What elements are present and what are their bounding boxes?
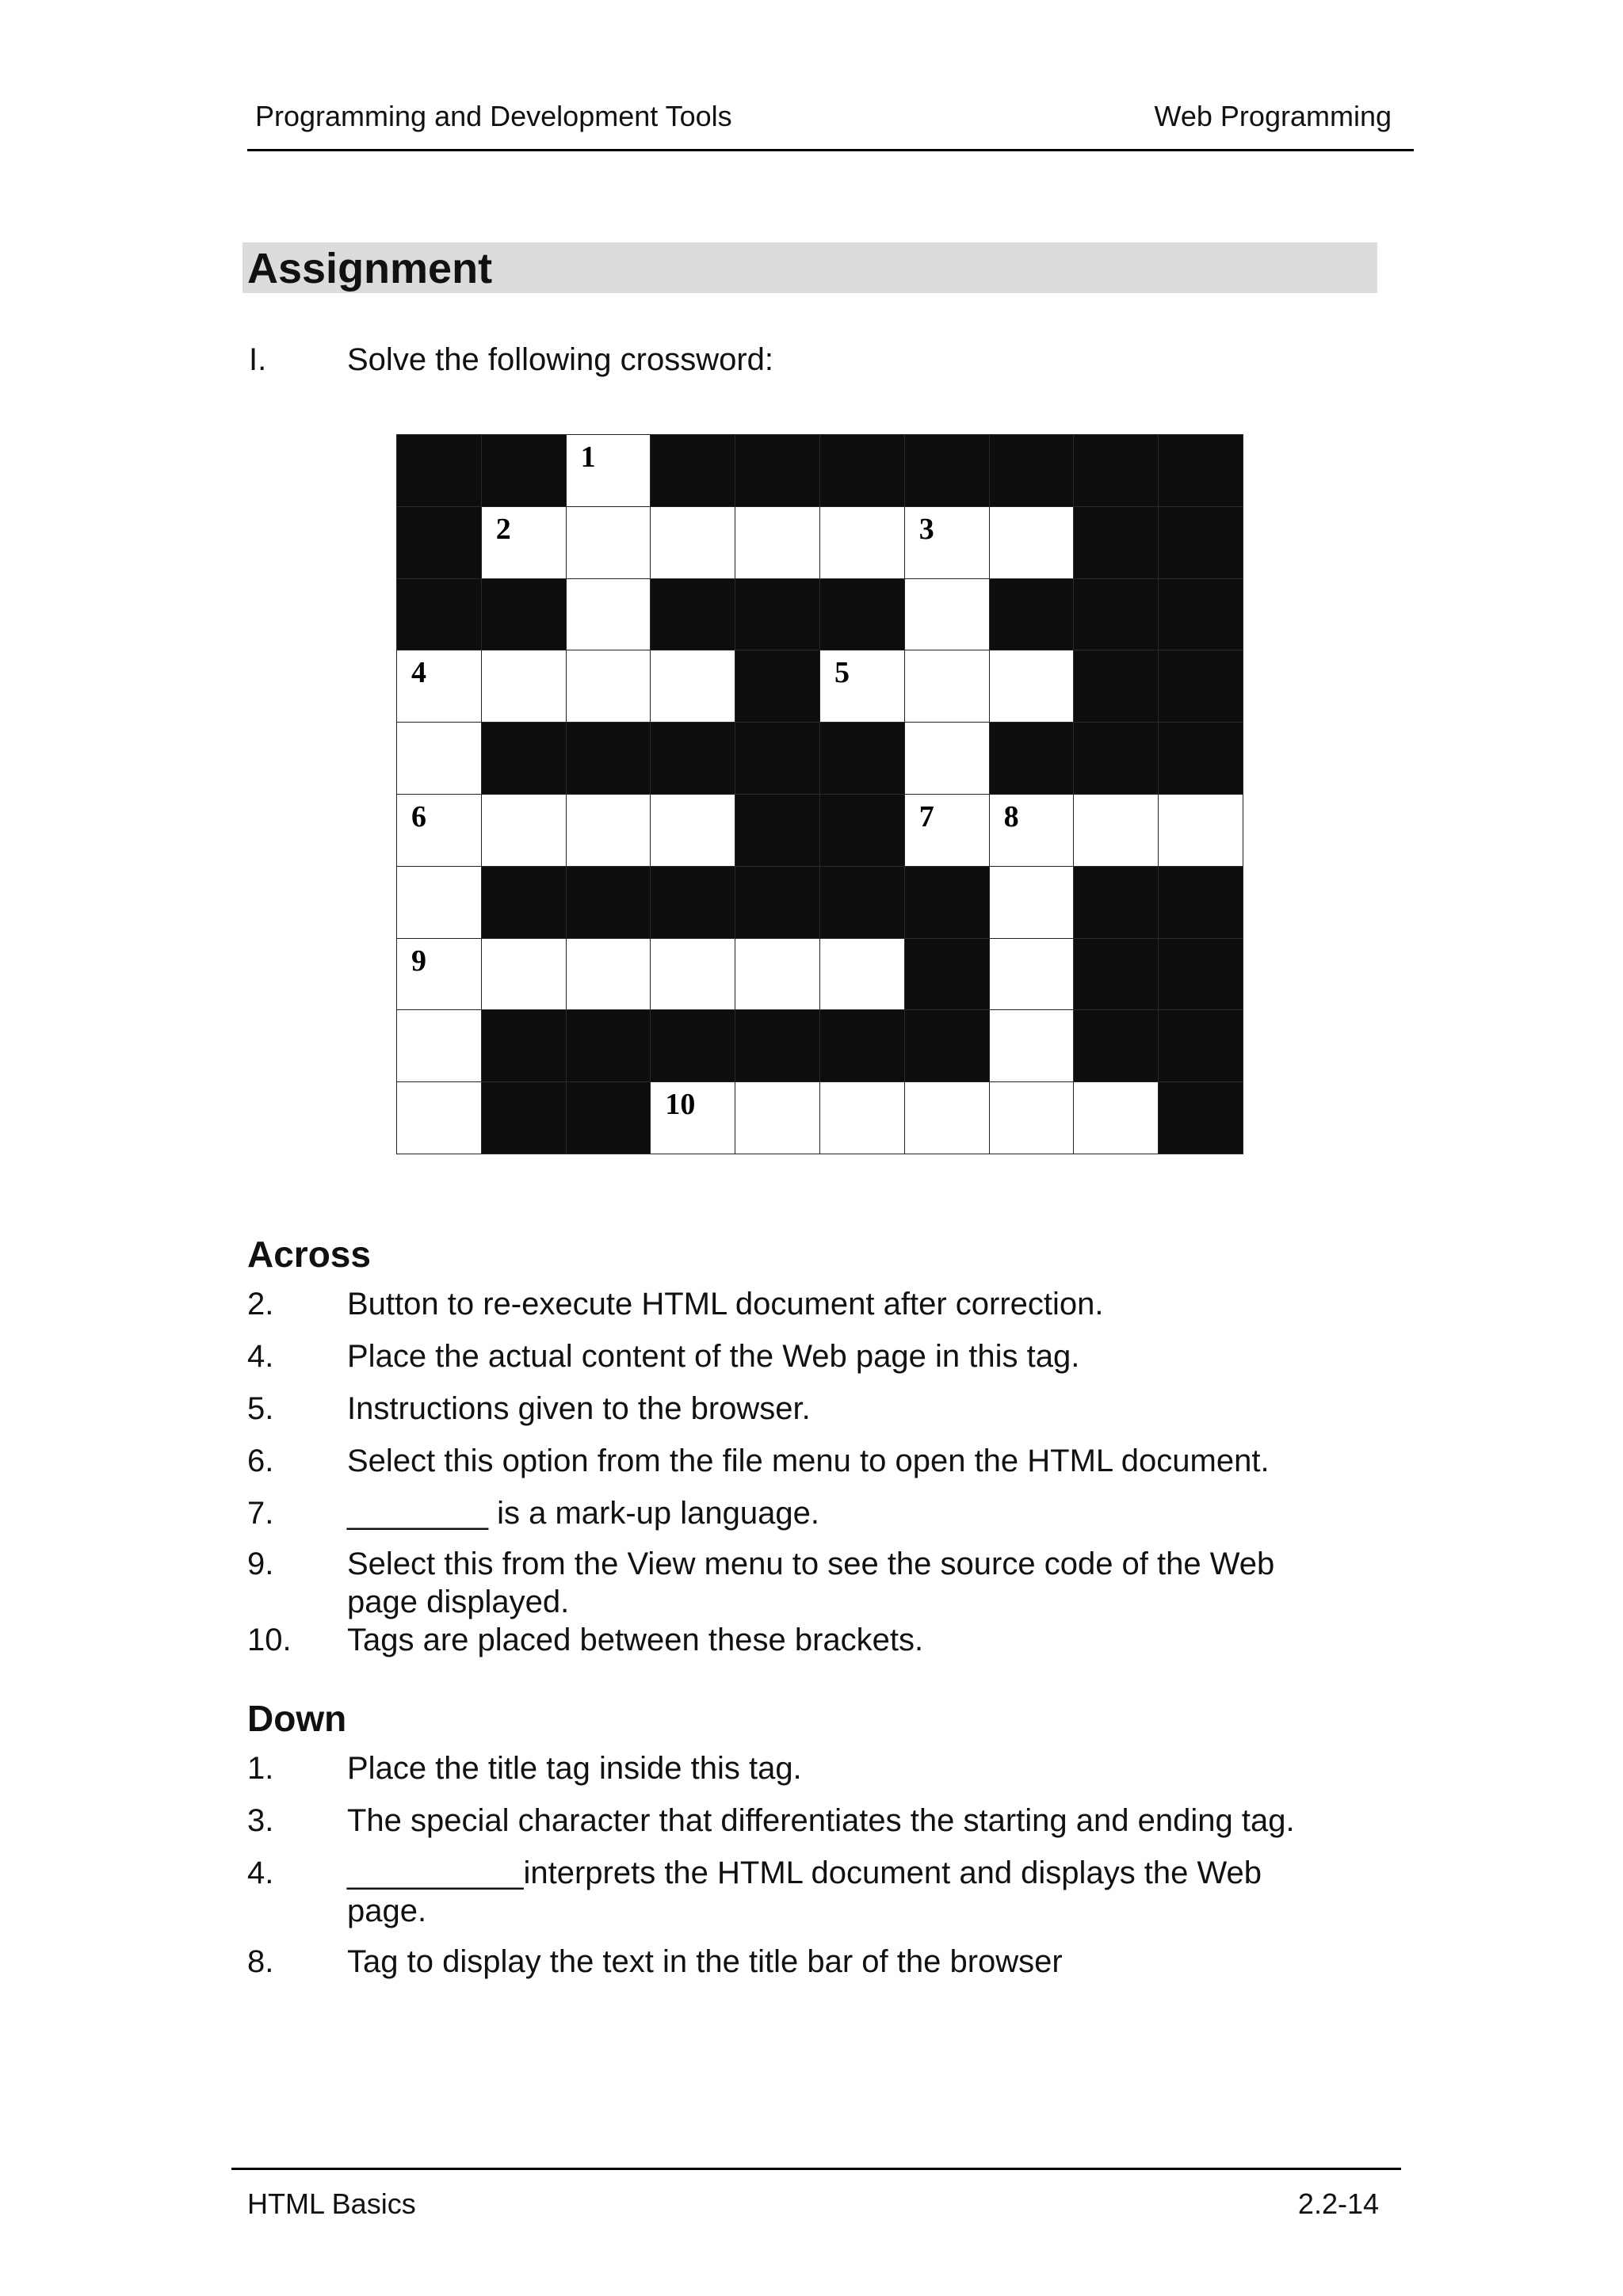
crossword-block-cell	[1073, 722, 1159, 795]
crossword-block-cell	[650, 722, 735, 795]
crossword-block-cell	[989, 722, 1075, 795]
crossword-cell[interactable]	[566, 434, 651, 507]
footer-page-number: 2.2-14	[1297, 2187, 1379, 2220]
crossword-block-cell	[735, 650, 820, 723]
clue-number: 4.	[247, 1339, 274, 1374]
crossword-cell[interactable]	[396, 866, 482, 939]
crossword-cell[interactable]	[819, 650, 905, 723]
crossword-cell[interactable]	[904, 794, 990, 867]
clue-number-label: 10	[665, 1088, 696, 1122]
crossword-block-cell	[1073, 578, 1159, 651]
clue-number-label: 2	[495, 512, 511, 546]
crossword-cell[interactable]	[819, 506, 905, 579]
crossword-cell[interactable]	[989, 650, 1075, 723]
crossword-block-cell	[1158, 866, 1243, 939]
crossword-block-cell	[481, 1081, 567, 1154]
clue-text: Select this option from the file menu to open the HTML document.	[347, 1444, 1270, 1478]
crossword-block-cell	[819, 434, 905, 507]
crossword-block-cell	[735, 866, 820, 939]
crossword-block-cell	[396, 434, 482, 507]
clue-number-label: 7	[918, 800, 934, 833]
question-number: I.	[249, 342, 267, 377]
crossword-block-cell	[1073, 650, 1159, 723]
crossword-block-cell	[904, 866, 990, 939]
page-footer	[231, 2168, 1401, 2220]
crossword-cell[interactable]	[989, 794, 1075, 867]
clue-number: 7.	[247, 1496, 274, 1531]
crossword-block-cell	[396, 506, 482, 579]
crossword-block-cell	[989, 578, 1075, 651]
crossword-cell[interactable]	[566, 650, 651, 723]
question-text: Solve the following crossword:	[347, 342, 774, 377]
crossword-cell[interactable]	[566, 794, 651, 867]
clue-number-label: 3	[918, 512, 934, 546]
crossword-block-cell	[819, 722, 905, 795]
crossword-block-cell	[989, 434, 1075, 507]
crossword-cell[interactable]	[650, 794, 735, 867]
crossword-cell[interactable]	[650, 938, 735, 1011]
crossword-cell[interactable]	[650, 1081, 735, 1154]
crossword-block-cell	[481, 1009, 567, 1082]
crossword-cell[interactable]	[481, 794, 567, 867]
crossword-cell[interactable]	[989, 1081, 1075, 1154]
crossword-cell[interactable]	[481, 650, 567, 723]
crossword-cell[interactable]	[735, 938, 820, 1011]
clue-number: 5.	[247, 1391, 274, 1426]
header-course-title: Programming and Development Tools	[255, 100, 732, 132]
crossword-cell[interactable]	[566, 578, 651, 651]
crossword-block-cell	[904, 1009, 990, 1082]
crossword-grid	[396, 434, 1243, 1154]
crossword-cell[interactable]	[989, 506, 1075, 579]
header-module-title: Web Programming	[1154, 100, 1392, 132]
crossword-block-cell	[1158, 1009, 1243, 1082]
crossword-block-cell	[735, 722, 820, 795]
crossword-block-cell	[1073, 1009, 1159, 1082]
crossword-cell[interactable]	[904, 506, 990, 579]
crossword-block-cell	[819, 866, 905, 939]
clue-number: 2.	[247, 1287, 274, 1322]
clue-text: Instructions given to the browser.	[347, 1391, 811, 1426]
clue-text: Place the actual content of the Web page in this tag.	[347, 1339, 1080, 1374]
crossword-cell[interactable]	[481, 938, 567, 1011]
crossword-block-cell	[650, 434, 735, 507]
crossword-cell[interactable]	[396, 650, 482, 723]
crossword-cell[interactable]	[819, 1081, 905, 1154]
crossword-block-cell	[1073, 434, 1159, 507]
clue-text: The special character that differentiates the starting and ending tag.	[347, 1803, 1295, 1838]
crossword-block-cell	[819, 794, 905, 867]
crossword-cell[interactable]	[396, 794, 482, 867]
crossword-cell[interactable]	[481, 506, 567, 579]
clue-text: Tag to display the text in the title bar of the browser	[347, 1944, 1063, 1979]
crossword-block-cell	[1158, 938, 1243, 1011]
crossword-block-cell	[819, 1009, 905, 1082]
crossword-cell[interactable]	[566, 506, 651, 579]
crossword-cell[interactable]	[566, 938, 651, 1011]
section-title-bar	[242, 242, 1377, 293]
page-header	[247, 95, 1414, 151]
crossword-block-cell	[396, 578, 482, 651]
crossword-block-cell	[735, 1009, 820, 1082]
clue-number: 4.	[247, 1855, 274, 1890]
crossword-block-cell	[566, 866, 651, 939]
crossword-block-cell	[481, 722, 567, 795]
crossword-block-cell	[566, 722, 651, 795]
clue-number-label: 4	[411, 656, 426, 690]
crossword-block-cell	[819, 578, 905, 651]
crossword-block-cell	[1158, 650, 1243, 723]
crossword-cell[interactable]	[396, 938, 482, 1011]
crossword-cell[interactable]	[650, 506, 735, 579]
crossword-cell[interactable]	[819, 938, 905, 1011]
down-heading: Down	[247, 1698, 347, 1739]
crossword-cell[interactable]	[735, 506, 820, 579]
section-title: Assignment	[247, 245, 493, 292]
clue-text: __________interprets the HTML document and displays the Web page.	[347, 1855, 1262, 1928]
clue-number: 9.	[247, 1547, 274, 1581]
crossword-block-cell	[1158, 434, 1243, 507]
clue-text: ________ is a mark-up language.	[347, 1496, 819, 1531]
crossword-block-cell	[650, 866, 735, 939]
crossword-cell[interactable]	[989, 866, 1075, 939]
crossword-block-cell	[1073, 506, 1159, 579]
clue-number: 8.	[247, 1944, 274, 1979]
crossword-block-cell	[735, 794, 820, 867]
clue-text: Button to re-execute HTML document after correction.	[347, 1287, 1104, 1322]
clue-text: Tags are placed between these brackets.	[347, 1623, 924, 1657]
crossword-cell[interactable]	[904, 722, 990, 795]
crossword-block-cell	[481, 578, 567, 651]
crossword-block-cell	[1158, 578, 1243, 651]
crossword-cell[interactable]	[1073, 1081, 1159, 1154]
crossword-cell[interactable]	[396, 1009, 482, 1082]
crossword-cell[interactable]	[1158, 794, 1243, 867]
crossword-block-cell	[481, 866, 567, 939]
clue-number-label: 9	[411, 944, 426, 978]
clue-number: 3.	[247, 1803, 274, 1838]
crossword-cell[interactable]	[735, 1081, 820, 1154]
crossword-cell[interactable]	[396, 1081, 482, 1154]
crossword-block-cell	[1158, 1081, 1243, 1154]
crossword-block-cell	[481, 434, 567, 507]
crossword-cell[interactable]	[650, 650, 735, 723]
crossword-cell[interactable]	[989, 1009, 1075, 1082]
crossword-block-cell	[735, 578, 820, 651]
crossword-block-cell	[735, 434, 820, 507]
clue-number: 10.	[247, 1623, 292, 1657]
clue-number-label: 5	[834, 656, 850, 690]
clue-number: 6.	[247, 1444, 274, 1478]
clue-number-label: 6	[411, 800, 426, 833]
clue-number: 1.	[247, 1751, 274, 1786]
clue-number-label: 1	[580, 441, 596, 474]
crossword-block-cell	[1158, 506, 1243, 579]
footer-chapter: HTML Basics	[247, 2187, 416, 2220]
crossword-cell[interactable]	[1073, 794, 1159, 867]
across-heading: Across	[247, 1234, 371, 1275]
crossword-block-cell	[650, 578, 735, 651]
crossword-block-cell	[904, 434, 990, 507]
crossword-cell[interactable]	[989, 938, 1075, 1011]
crossword-cell[interactable]	[904, 650, 990, 723]
crossword-cell[interactable]	[396, 722, 482, 795]
clue-text: Select this from the View menu to see the source code of the Web page displayed.	[347, 1547, 1275, 1619]
crossword-cell[interactable]	[904, 578, 990, 651]
crossword-block-cell	[1073, 866, 1159, 939]
crossword-block-cell	[566, 1081, 651, 1154]
crossword-block-cell	[1073, 938, 1159, 1011]
crossword-block-cell	[1158, 722, 1243, 795]
clue-number-label: 8	[1003, 800, 1019, 833]
crossword-block-cell	[904, 938, 990, 1011]
clue-text: Place the title tag inside this tag.	[347, 1751, 802, 1786]
crossword-block-cell	[650, 1009, 735, 1082]
crossword-cell[interactable]	[904, 1081, 990, 1154]
crossword-block-cell	[566, 1009, 651, 1082]
